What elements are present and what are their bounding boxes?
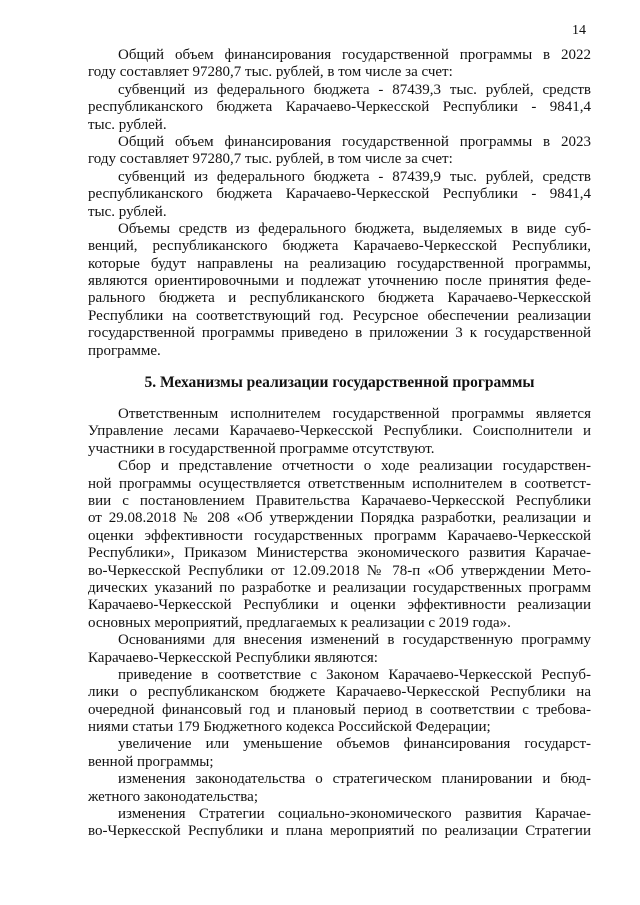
text-line: рального бюджета и республиканского бюджета Карачаево-Черкесской [88, 290, 591, 307]
text-line: оценки эффективности государственных программ Карачаево-Черкесской [88, 527, 591, 544]
text-line: очередной финансовый год и плановый период в соответствии с требова- [88, 701, 591, 718]
text-line: лики о республиканском бюджете Карачаево-Черкесской Республики на [88, 684, 591, 701]
text-line: увеличение или уменьшение объемов финансирования государст- [118, 736, 591, 753]
text-line: Карачаево-Черкесской Республики и оценки эффективности реализации [88, 597, 591, 614]
text-line: республиканского бюджета Карачаево-Черкесской Республики - 9841,4 [88, 186, 591, 203]
text-line: тыс. рублей. [88, 203, 167, 220]
section-4-text [88, 47, 591, 360]
text-line: ной программы осуществляется ответственным исполнителем в соответст- [88, 475, 591, 492]
text-line: во-Черкесской Республики и плана мероприятий по реализации Стратегии [88, 823, 591, 840]
text-line: году составляет 97280,7 тыс. рублей, в том числе за счет: [88, 64, 453, 81]
text-line: году составляет 97280,7 тыс. рублей, в том числе за счет: [88, 151, 453, 168]
text-line: венций, республиканского бюджета Карачаево-Черкесской Республики, [88, 238, 591, 255]
text-line: участники в государственной программе отсутствуют. [88, 440, 435, 457]
text-line: государственной программы приведено в приложении 3 к государственной [88, 325, 591, 342]
text-line: Общий объем финансирования государственной программы в 2022 [118, 47, 591, 63]
text-line: изменения законодательства о стратегическом планировании и бюд- [118, 771, 591, 788]
text-line: изменения Стратегии социально-экономического развития Карачае- [118, 806, 591, 823]
text-line: Республики на соответствующий год. Ресурсное обеспечении реализации [88, 307, 591, 324]
text-line: которые будут направлены на реализацию государственной программы, [88, 255, 591, 272]
text-line: тыс. рублей. [88, 116, 167, 133]
text-line: республиканского бюджета Карачаево-Черкесской Республики - 9841,4 [88, 99, 591, 116]
text-line: от 29.08.2018 № 208 «Об утверждении Порядка разработки, реализации и [88, 510, 591, 527]
section-5-text [88, 406, 591, 841]
text-line: Общий объем финансирования государственной программы в 2023 [118, 133, 591, 150]
text-line: Объемы средств из федерального бюджета, выделяемых в виде суб- [118, 220, 591, 237]
text-line: венной программы; [88, 753, 214, 770]
text-line: вии с постановлением Правительства Карачаево-Черкесской Республики [88, 492, 591, 509]
text-line: приведение в соответствие с Законом Карачаево-Черкесской Респуб- [118, 666, 591, 683]
page-number: 14 [572, 23, 586, 38]
text-line: субвенций из федерального бюджета - 87439,9 тыс. рублей, средств [118, 168, 591, 185]
section-heading: 5. Механизмы реализации государственной программы [144, 374, 535, 392]
text-line: программе. [88, 342, 161, 359]
text-line: Карачаево-Черкесской Республики являются: [88, 649, 378, 666]
text-line: Основаниями для внесения изменений в государственную программу [118, 632, 591, 649]
text-line: субвенций из федерального бюджета - 87439,3 тыс. рублей, средств [118, 81, 591, 98]
text-line: ниями статьи 179 Бюджетного кодекса Российской Федерации; [88, 719, 491, 736]
document-body [88, 47, 591, 841]
text-line: Сбор и представление отчетности о ходе реализации государствен- [118, 458, 591, 475]
text-line: Ответственным исполнителем государственной программы является [118, 406, 591, 423]
text-line: являются ориентировочными и подлежат уточнению после принятия феде- [88, 273, 591, 290]
text-line: во-Черкесской Республики от 12.09.2018 № 78-п «Об утверждении Мето- [88, 562, 591, 579]
text-line: дических указаний по разработке и реализации государственных программ [88, 579, 591, 596]
text-line: основных мероприятий, предлагаемых к реализации с 2019 года». [88, 614, 511, 631]
text-line: жетного законодательства; [88, 788, 259, 805]
text-line: Управление лесами Карачаево-Черкесской Республики. Соисполнители и [88, 423, 591, 440]
text-line: Республики», Приказом Министерства экономического развития Карачае- [88, 545, 591, 562]
